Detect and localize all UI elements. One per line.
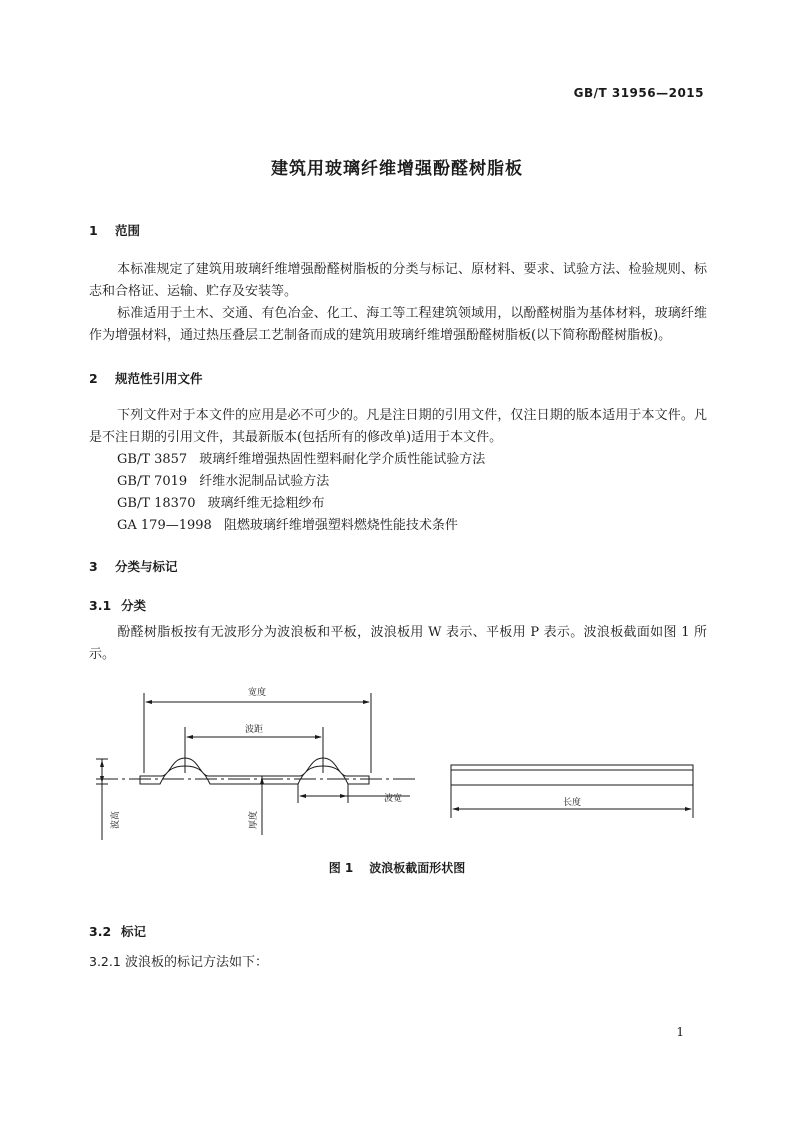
clause-text: 波浪板的标记方法如下：: [125, 955, 269, 970]
section-3-1-heading: [89, 596, 146, 614]
label-wave-height: 波高: [111, 810, 121, 830]
clause-number: 3.2.1: [89, 954, 121, 969]
section-2-heading: [89, 369, 203, 387]
label-length: 长度: [562, 798, 582, 808]
section-2-paragraph-1: 下列文件对于本文件的应用是必不可少的。凡是注日期的引用文件，仅注日期的版本适用于本文件。凡是不注日期的引用文件，其最新版本(包括所有的修改单)适用于本文件。: [89, 408, 707, 445]
reference-item: GB/T 3857 玻璃纤维增强热固性塑料耐化学介质性能试验方法: [117, 452, 486, 467]
section-1-paragraph-2: 标准适用于土木、交通、有色冶金、化工、海工等工程建筑领域用，以酚醛树脂为基体材料，玻璃纤维作为增强材料，通过热压叠层工艺制备而成的建筑用玻璃纤维增强酚醛树脂板(以下简称酚醛树脂板)。: [89, 306, 707, 343]
section-title: 规范性引用文件: [115, 371, 203, 386]
label-thickness: 厚度: [249, 810, 259, 830]
figure-title: 波浪板截面形状图: [369, 861, 466, 875]
reference-item: GA 179—1998 阻燃玻璃纤维增强塑料燃烧性能技术条件: [117, 518, 458, 533]
document-title: 建筑用玻璃纤维增强酚醛树脂板: [271, 159, 523, 179]
section-3-2-1-clause: [89, 951, 268, 974]
section-1-paragraph-1: 本标准规定了建筑用玻璃纤维增强酚醛树脂板的分类与标记、原材料、要求、试验方法、检验规则、标志和合格证、运输、贮存及安装等。: [89, 262, 707, 299]
label-pitch: 波距: [244, 725, 264, 735]
section-number: 1: [89, 223, 98, 238]
label-width: 宽度: [247, 688, 267, 698]
section-number: 3.1: [89, 598, 112, 613]
section-number: 3: [89, 559, 98, 574]
section-title: 标记: [121, 924, 147, 939]
section-title: 分类: [121, 598, 147, 613]
section-3-heading: [89, 557, 178, 575]
reference-item: GB/T 18370 玻璃纤维无捻粗纱布: [117, 496, 325, 511]
page-number: 1: [676, 1025, 684, 1039]
section-3-2-heading: [89, 922, 146, 940]
figure-wave-plate-section: [0, 675, 794, 855]
figure-caption: [0, 859, 794, 876]
standard-code: GB/T 31956—2015: [573, 86, 704, 100]
section-number: 2: [89, 371, 98, 386]
label-wave-width: 波宽: [383, 794, 403, 804]
section-1-heading: [89, 221, 140, 239]
reference-item: GB/T 7019 纤维水泥制品试验方法: [117, 474, 330, 489]
section-3-1-paragraph: 酚醛树脂板按有无波形分为波浪板和平板，波浪板用 W 表示、平板用 P 表示。波浪板截面如图 1 所示。: [89, 625, 707, 662]
section-title: 分类与标记: [115, 559, 178, 574]
section-number: 3.2: [89, 924, 112, 939]
figure-number: 图 1: [328, 861, 354, 875]
section-title: 范围: [115, 223, 141, 238]
